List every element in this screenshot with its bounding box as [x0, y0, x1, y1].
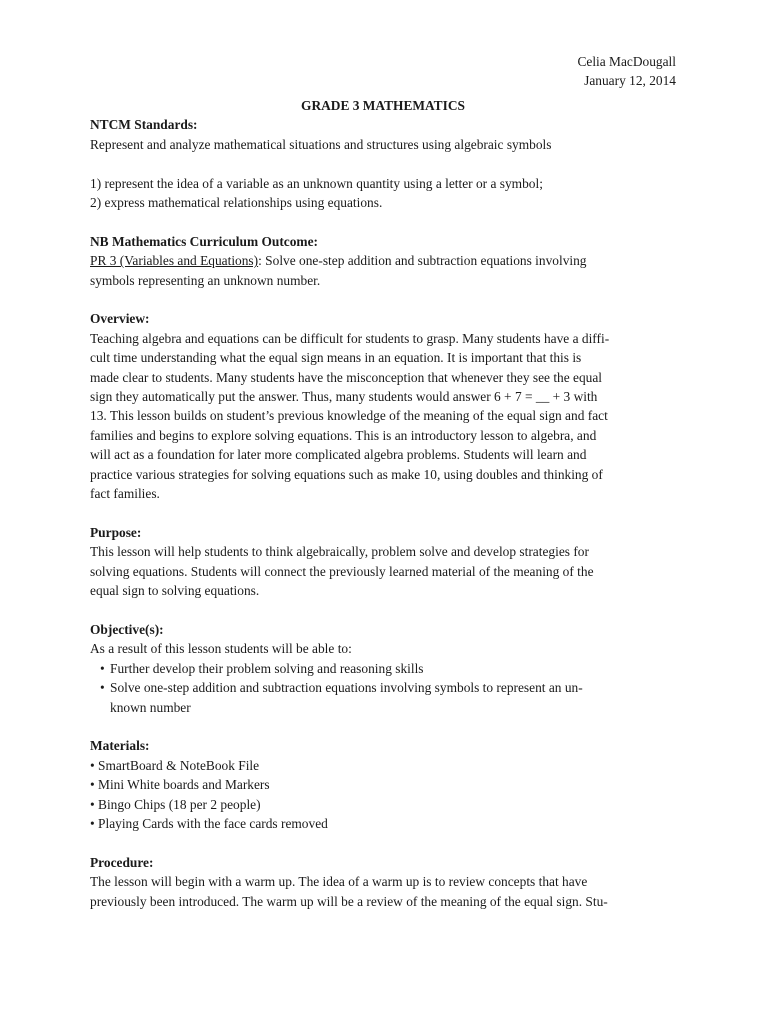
overview-heading: Overview: — [90, 311, 150, 327]
procedure-line: The lesson will begin with a warm up. The idea of a warm up is to review concepts that have — [90, 874, 588, 890]
purpose-heading: Purpose: — [90, 524, 142, 540]
document-date: January 12, 2014 — [584, 73, 676, 89]
material-item: • Mini White boards and Markers — [90, 777, 270, 793]
ntcm-item: 2) express mathematical relationships using equations. — [90, 195, 383, 211]
overview-line: cult time understanding what the equal sign means in an equation. It is important that this is — [90, 350, 582, 366]
bullet-icon: • — [100, 660, 105, 676]
procedure-heading: Procedure: — [90, 854, 154, 870]
objectives-heading: Objective(s): — [90, 621, 164, 637]
list-item — [90, 659, 690, 678]
document-body — [90, 96, 690, 911]
page-title: GRADE 3 MATHEMATICS — [301, 98, 465, 113]
list-item-continuation — [90, 698, 690, 717]
overview-line: sign they automatically put the answer. Thus, many students would answer 6 + 7 = __ + 3 with — [90, 389, 598, 405]
list-item — [90, 678, 690, 697]
author-name: Celia MacDougall — [577, 54, 676, 69]
outcome-code: PR 3 (Variables and Equations) — [90, 253, 259, 269]
material-item: • Playing Cards with the face cards removed — [90, 815, 328, 831]
overview-line: made clear to students. Many students have the misconception that whenever they see the equal — [90, 369, 603, 385]
nb-heading: NB Mathematics Curriculum Outcome: — [90, 233, 318, 249]
objective-text: known number — [110, 699, 191, 715]
objectives-list — [90, 659, 690, 717]
overview-line: fact families. — [90, 486, 160, 502]
objective-text: Solve one-step addition and subtraction equations involving symbols to represent an un- — [110, 680, 583, 696]
overview-line: 13. This lesson builds on student’s previous knowledge of the meaning of the equal sign and fact — [90, 408, 608, 424]
ntcm-heading: NTCM Standards: — [90, 117, 198, 133]
material-item: • SmartBoard & NoteBook File — [90, 757, 260, 773]
ntcm-item: 1) represent the idea of a variable as an unknown quantity using a letter or a symbol; — [90, 175, 543, 191]
outcome-text-continued: symbols representing an unknown number. — [90, 272, 321, 288]
purpose-line: This lesson will help students to think algebraically, problem solve and develop strategies for — [90, 544, 589, 560]
overview-line: will act as a foundation for later more complicated algebra problems. Students will learn and — [90, 447, 587, 463]
overview-line: Teaching algebra and equations can be difficult for students to grasp. Many students have a diffi- — [90, 330, 610, 346]
objectives-intro: As a result of this lesson students will be able to: — [90, 641, 352, 657]
overview-line: families and begins to explore solving equations. This is an introductory lesson to algebra, and — [90, 427, 597, 443]
bullet-icon: • — [100, 680, 105, 696]
ntcm-text: Represent and analyze mathematical situations and structures using algebraic symbols — [90, 136, 552, 152]
author-block — [577, 52, 676, 91]
purpose-line: solving equations. Students will connect the previously learned material of the meaning of the — [90, 563, 594, 579]
procedure-line: previously been introduced. The warm up will be a review of the meaning of the equal sign. Stu- — [90, 893, 608, 909]
purpose-line: equal sign to solving equations. — [90, 583, 260, 599]
objective-text: Further develop their problem solving and reasoning skills — [110, 660, 424, 676]
nb-outcome-line — [90, 251, 690, 270]
materials-heading: Materials: — [90, 738, 150, 754]
material-item: • Bingo Chips (18 per 2 people) — [90, 796, 261, 812]
overview-line: practice various strategies for solving equations such as make 10, using doubles and thinking of — [90, 466, 603, 482]
outcome-text: : Solve one-step addition and subtraction equations involving — [258, 253, 587, 269]
